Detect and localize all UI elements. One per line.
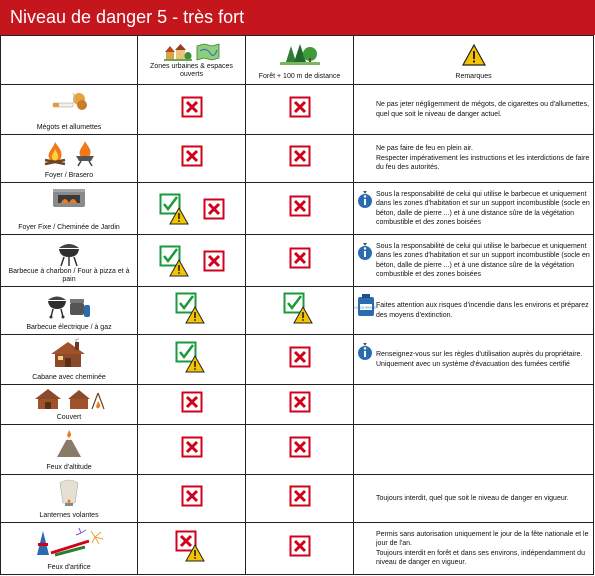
forbidden-icon xyxy=(289,195,311,217)
table-row xyxy=(1,287,594,335)
remark-text: Toujours interdit, quel que soit le niveau de danger en vigueur. xyxy=(376,494,569,502)
forbidden-icon xyxy=(289,346,311,368)
activity-label: Lanternes volantes xyxy=(39,512,99,519)
remark-text: Permis sans autorisation uniquement le jour de la fête nationale et le jour de l'an. Toujours interdit en forêt et dans ses environs, indépendamment du niveau de danger en vigueur. xyxy=(376,530,589,566)
shelter-fire-icon xyxy=(66,387,106,411)
activity-cell xyxy=(1,183,138,235)
header-remarks xyxy=(354,36,594,85)
warning-icon xyxy=(185,306,205,324)
shelter-icon xyxy=(33,387,63,411)
forbidden-icon xyxy=(289,391,311,413)
remark-cell xyxy=(354,523,594,575)
activity-label: Barbecue à charbon / Four à pizza et à pain xyxy=(8,268,130,283)
forbidden-icon xyxy=(289,485,311,507)
cigarette-matches-icon xyxy=(49,89,89,115)
forest-status-cell xyxy=(246,425,354,475)
table-row xyxy=(1,183,594,235)
activity-cell xyxy=(1,235,138,287)
remark-cell xyxy=(354,475,594,523)
warning-icon xyxy=(169,207,189,225)
brasero-icon xyxy=(72,139,98,167)
header-remarks-label: Remarques xyxy=(455,72,492,80)
table-row xyxy=(1,475,594,523)
urban-status-cell xyxy=(138,85,246,135)
forbidden-icon xyxy=(289,436,311,458)
activity-label: Barbecue électrique / à gaz xyxy=(26,324,112,331)
warning-icon xyxy=(185,355,205,373)
forbidden-icon xyxy=(181,96,203,118)
activity-cell xyxy=(1,475,138,523)
header-urban-label: Zones urbaines & espaces ouverts xyxy=(150,63,233,78)
mountain-fire-icon xyxy=(55,429,83,459)
remark-text: Faites attention aux risques d'incendie dans les environs et préparez des moyens d'extinction. xyxy=(376,302,589,319)
remark-cell xyxy=(354,385,594,425)
table-row xyxy=(1,335,594,385)
charcoal-barbecue-icon xyxy=(56,239,82,267)
forbidden-icon xyxy=(289,145,311,167)
warning-icon xyxy=(169,259,189,277)
cabin-icon xyxy=(49,339,89,369)
map-icon xyxy=(196,43,220,61)
urban-status-cell xyxy=(138,523,246,575)
activity-cell xyxy=(1,523,138,575)
urban-status-cell xyxy=(138,425,246,475)
table-row xyxy=(1,85,594,135)
warning-icon xyxy=(185,544,205,562)
remark-cell xyxy=(354,235,594,287)
remark-cell xyxy=(354,287,594,335)
urban-status-cell xyxy=(138,287,246,335)
forbidden-icon xyxy=(203,198,225,220)
warning-icon xyxy=(293,306,313,324)
table-row xyxy=(1,523,594,575)
remark-cell xyxy=(354,425,594,475)
activity-cell xyxy=(1,335,138,385)
forest-status-cell xyxy=(246,287,354,335)
table-row xyxy=(1,385,594,425)
activity-label: Foyer / Brasero xyxy=(44,172,94,179)
forest-status-cell xyxy=(246,385,354,425)
bucket-label: LÖSCH WASSER xyxy=(353,305,379,310)
activity-cell xyxy=(1,135,138,183)
urban-status-cell xyxy=(138,475,246,523)
urban-status-cell xyxy=(138,335,246,385)
remark-text: Sous la responsabilité de celui qui utilise le barbecue et uniquement dans les zones d'habitation et sur un support incombustible (socle en béton, dalle de pierre ...) et à une distance sûre de la végétation combustible et des zones boisées xyxy=(376,242,590,278)
page-title: Niveau de danger 5 - très fort xyxy=(0,0,595,35)
table-row xyxy=(1,425,594,475)
urban-status-cell xyxy=(138,385,246,425)
activity-label: Foyer Fixe / Cheminée de Jardin xyxy=(18,224,120,231)
forest-status-cell xyxy=(246,85,354,135)
forbidden-icon xyxy=(289,535,311,557)
remark-cell xyxy=(354,183,594,235)
forest-status-cell xyxy=(246,335,354,385)
activity-label: Mégots et allumettes xyxy=(36,124,102,131)
activity-label: Feux d'artifice xyxy=(47,564,91,571)
remark-cell xyxy=(354,135,594,183)
activity-cell xyxy=(1,385,138,425)
header-urban xyxy=(138,36,246,85)
urban-status-cell xyxy=(138,183,246,235)
town-icon xyxy=(164,43,192,61)
forbidden-icon xyxy=(181,391,203,413)
urban-status-cell xyxy=(138,135,246,183)
forest-status-cell xyxy=(246,235,354,287)
forbidden-icon xyxy=(289,96,311,118)
header-forest-label: Forêt + 100 m de distance xyxy=(258,72,341,80)
sky-lantern-icon xyxy=(56,479,82,509)
forest-status-cell xyxy=(246,183,354,235)
activity-label: Cabane avec cheminée xyxy=(32,374,106,381)
warning-icon xyxy=(462,44,486,66)
info-icon xyxy=(357,241,373,261)
forest-status-cell xyxy=(246,135,354,183)
fixed-fireplace-icon xyxy=(51,187,87,209)
forbidden-icon xyxy=(181,485,203,507)
forbidden-icon xyxy=(203,250,225,272)
electric-gas-barbecue-icon xyxy=(46,291,92,319)
forest-status-cell xyxy=(246,523,354,575)
remark-cell xyxy=(354,85,594,135)
remark-text: Ne pas jeter négligemment de mégots, de cigarettes ou d'allumettes, quel que soit le niveau de danger actuel. xyxy=(376,101,590,118)
table-row xyxy=(1,135,594,183)
activity-cell xyxy=(1,85,138,135)
header-empty-cell xyxy=(1,36,138,85)
forest-icon xyxy=(280,42,320,66)
forest-status-cell xyxy=(246,475,354,523)
water-bucket-icon xyxy=(353,293,379,317)
activity-label: Feux d'altitude xyxy=(46,464,92,471)
activity-cell xyxy=(1,425,138,475)
forbidden-icon xyxy=(289,247,311,269)
fireworks-icon xyxy=(29,527,109,557)
info-icon xyxy=(357,341,373,361)
header-forest xyxy=(246,36,354,85)
forbidden-icon xyxy=(181,436,203,458)
remark-text: Sous la responsabilité de celui qui utilise le barbecue et uniquement dans les zones d'habitation et sur un support incombustible (socle en béton, dalle de pierre ...) et à une distance sûre de la végétation combustible et des zones boisées xyxy=(376,190,590,226)
activity-cell xyxy=(1,287,138,335)
campfire-icon xyxy=(41,139,69,167)
remark-text: Ne pas faire de feu en plein air. Respecter impérativement les instructions et les interdictions de faire du feu des autorités. xyxy=(376,145,590,172)
danger-table xyxy=(0,35,594,575)
remark-cell xyxy=(354,335,594,385)
urban-status-cell xyxy=(138,235,246,287)
table-header-row xyxy=(1,36,594,85)
table-row xyxy=(1,235,594,287)
forbidden-icon xyxy=(181,145,203,167)
remark-text: Renseignez-vous sur les règles d'utilisation auprès du propriétaire. Uniquement avec un système d'évacuation des fumées certifié xyxy=(376,351,583,368)
info-icon xyxy=(357,189,373,209)
activity-label: Couvert xyxy=(56,414,82,421)
